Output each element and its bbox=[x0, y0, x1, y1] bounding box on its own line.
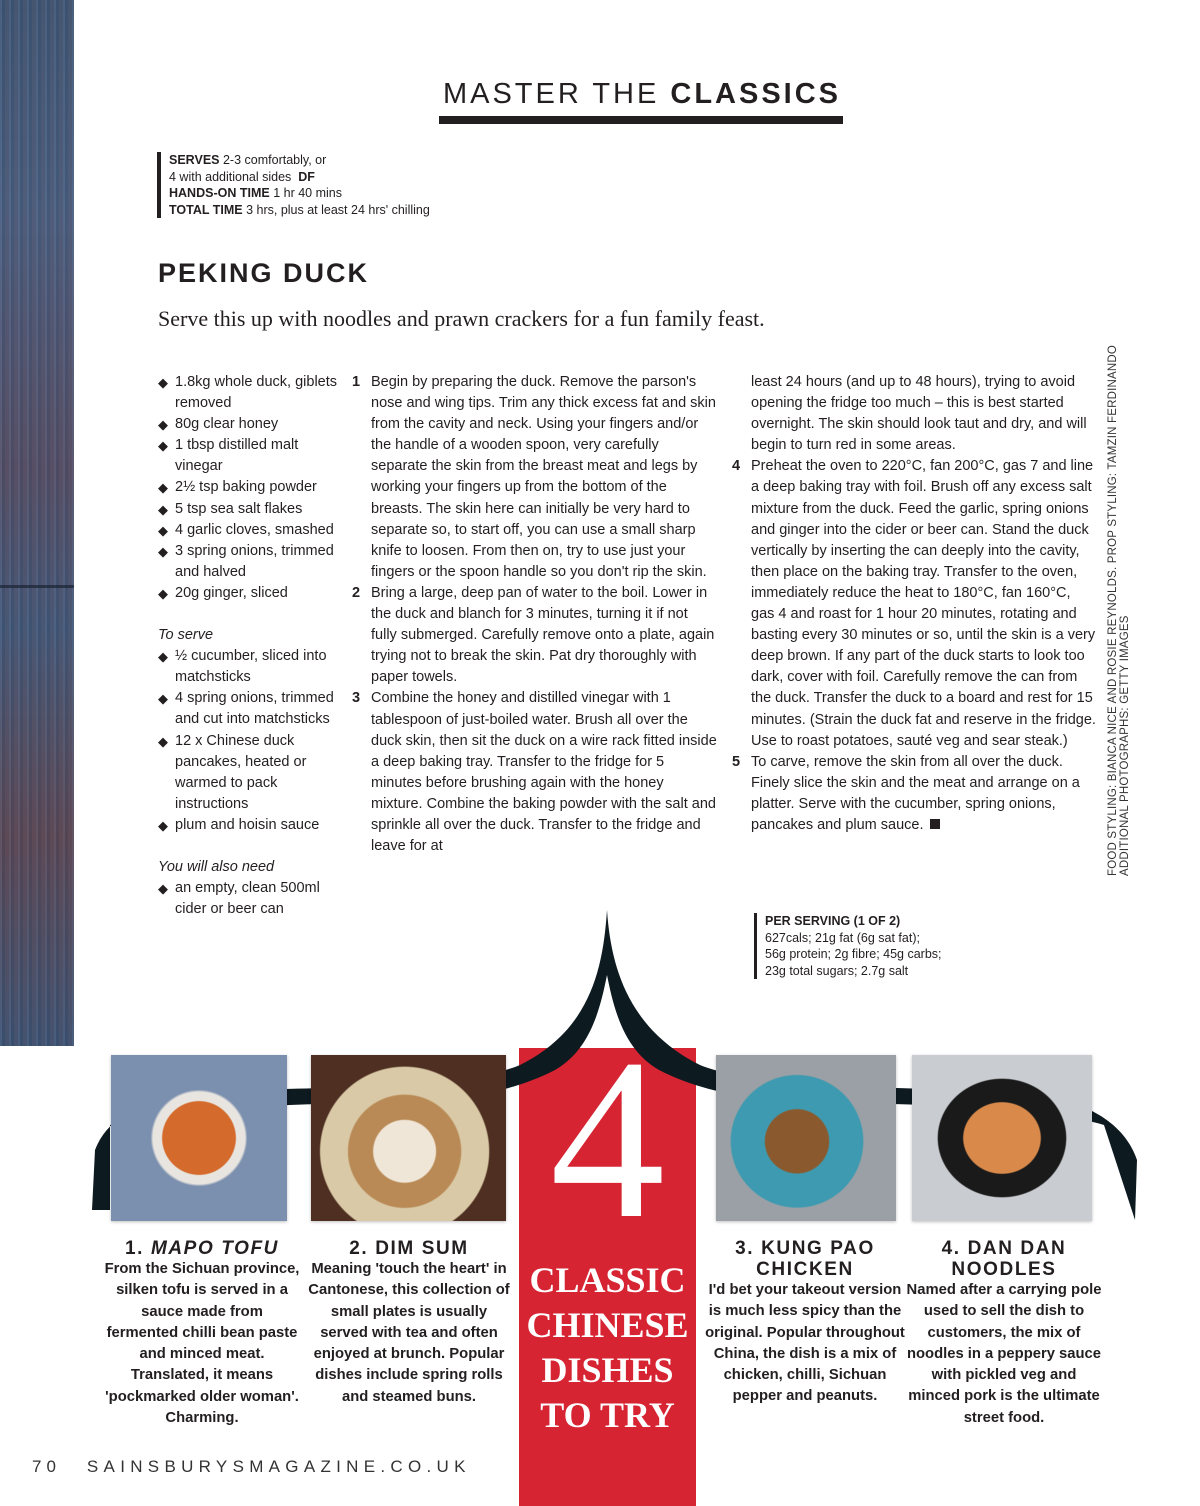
diamond-bullet-icon: ◆ bbox=[158, 375, 168, 390]
dish-card-dim-sum bbox=[308, 1238, 510, 1408]
serves-label: SERVES bbox=[169, 153, 220, 167]
step-number: 2 bbox=[352, 584, 361, 601]
feature-title-line: CLASSIC bbox=[529, 1260, 686, 1300]
diamond-bullet-icon: ◆ bbox=[158, 438, 168, 454]
diamond-bullet-icon: ◆ bbox=[158, 817, 168, 833]
dim-sum-photo bbox=[311, 1055, 506, 1221]
dish-description: From the Sichuan province, silken tofu is served in a sauce made from fermented chilli bean paste and minced meat. Translated, it means 'pockmarked older woman'. Charming. bbox=[104, 1261, 300, 1427]
feature-title-line: TO TRY bbox=[540, 1395, 675, 1435]
step-text: Begin by preparing the duck. Remove the parson's nose and wing tips. Trim any thick excess fat and skin from the cavity and neck. Using your fingers and/or the handle of a wooden spoon, very carefully separate the skin from the breast meat and legs by working your fingers up from the bottom of the breasts. The skin here can initially be very hard to separate so, to start off, you can use a small sharp knife to loosen. From then on, try to use just your fingers or the spoon handle so you don't rip the skin. bbox=[371, 374, 716, 580]
to-serve-heading: To serve bbox=[158, 627, 214, 644]
ingredient-item: ◆ 4 spring onions, trimmed and cut into matchsticks bbox=[158, 690, 334, 728]
total-time-value: 3 hrs, plus at least 24 hrs' chilling bbox=[246, 202, 430, 217]
ingredient-item: ◆ 20g ginger, sliced bbox=[158, 583, 348, 604]
feature-number: 4 bbox=[550, 1011, 665, 1266]
hands-on-value: 1 hr 40 mins bbox=[273, 186, 342, 200]
ingredient-item: ◆ 1 tbsp distilled malt vinegar bbox=[158, 437, 299, 475]
ingredient-item: ◆ 1.8kg whole duck, giblets removed bbox=[158, 374, 338, 412]
photo-credits bbox=[1107, 276, 1131, 876]
step-number: 4 bbox=[732, 458, 741, 475]
series-title-bold: CLASSICS bbox=[670, 78, 842, 110]
page-footer bbox=[32, 1457, 471, 1477]
method-step bbox=[352, 372, 717, 583]
nutrition-line: 56g protein; 2g fibre; 45g carbs; bbox=[765, 947, 942, 961]
series-title-rule bbox=[439, 116, 843, 124]
kung-pao-chicken-photo bbox=[716, 1055, 896, 1221]
step-number: 5 bbox=[732, 753, 741, 770]
diamond-bullet-icon: ◆ bbox=[158, 649, 168, 665]
diamond-bullet-icon: ◆ bbox=[158, 585, 168, 601]
recipe-meta bbox=[157, 152, 430, 218]
ingredient-item: ◆ 5 tsp sea salt flakes bbox=[158, 499, 348, 520]
dish-title: 2. DIM SUM bbox=[349, 1238, 469, 1259]
credits-line-1: FOOD STYLING: BIANCA NICE AND ROSIE REYNOLDS. PROP STYLING: TAMZIN FERDINANDO bbox=[1107, 344, 1119, 876]
dish-title: 1. MAPO TOFU bbox=[125, 1238, 279, 1259]
ingredient-item: ◆ plum and hoisin sauce bbox=[158, 815, 348, 836]
step-text: To carve, remove the skin from all over the duck. Finely slice the skin and the meat and arrange on a platter. Serve with the cucumber, spring onions, pancakes and plum sauce. bbox=[751, 753, 1080, 833]
end-mark-icon bbox=[930, 819, 940, 829]
diamond-bullet-icon: ◆ bbox=[158, 480, 168, 496]
page-number: 70 bbox=[32, 1457, 61, 1476]
ingredient-item: ◆ an empty, clean 500ml cider or beer can bbox=[158, 880, 320, 918]
diamond-bullet-icon: ◆ bbox=[158, 417, 168, 433]
also-need-heading: You will also need bbox=[158, 858, 275, 875]
wood-texture-strip bbox=[0, 0, 74, 1046]
ingredient-item: ◆ 12 x Chinese duck pancakes, heated or warmed to pack instructions bbox=[158, 732, 307, 812]
step-text: Preheat the oven to 220°C, fan 200°C, gas 7 and line a deep baking tray with foil. Brush off any excess salt mixture from the duck. Feed the garlic, spring onions and ginger into the cider or beer can. Stand the duck vertically by inserting the can deeply into the cavity, then place on the baking tray. Transfer to the oven, immediately reduce the heat to 180°C, fan 160°C, gas 4 and roast for 1 hour 20 minutes, rotating and basting every 30 minutes or so, until the skin is a very deep brown. If any part of the duck starts to look too dark, cover with foil. Carefully remove the can from the duck. Transfer the duck to a board and rest for 15 minutes. (Strain the duck fat and reserve in the fridge. Use to roast potatoes, sauté veg and sear steak.) bbox=[751, 458, 1096, 749]
dan-dan-noodles-photo bbox=[912, 1055, 1092, 1221]
to-serve-list bbox=[158, 646, 348, 836]
diamond-bullet-icon: ◆ bbox=[158, 522, 168, 538]
feature-title-line: DISHES bbox=[541, 1350, 674, 1390]
hands-on-label: HANDS-ON TIME bbox=[169, 186, 270, 200]
total-time-label: TOTAL TIME bbox=[169, 202, 243, 217]
ingredient-item: ◆ ½ cucumber, sliced into matchsticks bbox=[158, 648, 327, 686]
feature-title-line: CHINESE bbox=[526, 1305, 689, 1345]
step-text: Combine the honey and distilled vinegar with 1 tablespoon of just-boiled water. Brush all over the duck skin, then sit the duck on a wire rack fitted inside a deep baking tray. Transfer to the fridge for 5 minutes before brushing again with the honey mixture. Combine the baking powder with the salt and sprinkle all over the duck. Transfer to the fridge and leave for at bbox=[371, 690, 717, 855]
mapo-tofu-photo bbox=[111, 1055, 287, 1221]
series-title bbox=[440, 78, 844, 111]
dish-card-dan-dan-noodles bbox=[906, 1238, 1102, 1429]
dish-title: 4. DAN DAN NOODLES bbox=[941, 1238, 1067, 1280]
dish-description: I'd bet your takeout version is much less spicy than the original. Popular throughout China, the dish is a mix of chicken, chilli, Sichuan pepper and peanuts. bbox=[705, 1282, 905, 1405]
credits-line-2: ADDITIONAL PHOTOGRAPHS: GETTY IMAGES bbox=[1119, 615, 1131, 876]
diamond-bullet-icon: ◆ bbox=[158, 881, 168, 897]
diamond-bullet-icon: ◆ bbox=[158, 543, 168, 559]
method-step bbox=[732, 456, 1097, 751]
method-step bbox=[732, 752, 1097, 836]
nutrition-line: 627cals; 21g fat (6g sat fat); bbox=[765, 930, 920, 945]
diet-badge: DF bbox=[298, 169, 315, 184]
serves-value-2: 4 with additional sides bbox=[169, 169, 292, 184]
ingredient-item: ◆ 4 garlic cloves, smashed bbox=[158, 520, 348, 541]
magazine-url[interactable]: SAINSBURYSMAGAZINE.CO.UK bbox=[86, 1457, 471, 1476]
serves-value: 2-3 comfortably, or bbox=[222, 153, 327, 167]
dish-card-mapo-tofu bbox=[104, 1238, 300, 1429]
wood-seam bbox=[0, 585, 74, 588]
method-step-continued: least 24 hours (and up to 48 hours), trying to avoid opening the fridge too much – this is best started overnight. The skin should look taut and dry, and will begin to turn red in some areas. bbox=[751, 374, 1087, 454]
step-number: 1 bbox=[352, 374, 361, 390]
ingredient-item: ◆ 2½ tsp baking powder bbox=[158, 477, 348, 498]
method-column-1 bbox=[352, 372, 717, 857]
ingredients-list bbox=[158, 372, 348, 604]
diamond-bullet-icon: ◆ bbox=[158, 733, 168, 749]
nutrition-line: 23g total sugars; 2.7g salt bbox=[765, 963, 909, 978]
method-step bbox=[352, 688, 717, 857]
series-title-light: MASTER THE bbox=[442, 78, 671, 110]
nutrition-heading: PER SERVING (1 OF 2) bbox=[765, 914, 901, 928]
step-number: 3 bbox=[352, 690, 361, 707]
feature-title bbox=[519, 1258, 696, 1438]
ingredient-item: ◆ 3 spring onions, trimmed and halved bbox=[158, 542, 334, 580]
ingredients-column bbox=[158, 372, 348, 920]
recipe-title: PEKING DUCK bbox=[158, 258, 370, 288]
ingredient-item: ◆ 80g clear honey bbox=[158, 414, 348, 435]
diamond-bullet-icon: ◆ bbox=[158, 691, 168, 707]
step-text: Bring a large, deep pan of water to the boil. Lower in the duck and blanch for 3 minutes, turning it if not fully submerged. Carefully remove onto a plate, again trying not to break the skin. Pat dry thoroughly with paper towels. bbox=[371, 584, 715, 686]
method-column-2 bbox=[732, 372, 1097, 836]
dish-title: 3. KUNG PAO CHICKEN bbox=[735, 1238, 875, 1280]
recipe-standfirst: Serve this up with noodles and prawn crackers for a fun family feast. bbox=[158, 306, 765, 331]
dish-description: Meaning 'touch the heart' in Cantonese, this collection of small plates is usually served with tea and often enjoyed at brunch. Popular dishes include spring rolls and steamed buns. bbox=[308, 1261, 510, 1405]
diamond-bullet-icon: ◆ bbox=[158, 501, 168, 517]
dish-card-kung-pao-chicken bbox=[704, 1238, 906, 1408]
method-step bbox=[352, 583, 717, 688]
dish-description: Named after a carrying pole used to sell the dish to customers, the mix of noodles in a peppery sauce with pickled veg and minced pork is the ultimate street food. bbox=[906, 1282, 1102, 1426]
